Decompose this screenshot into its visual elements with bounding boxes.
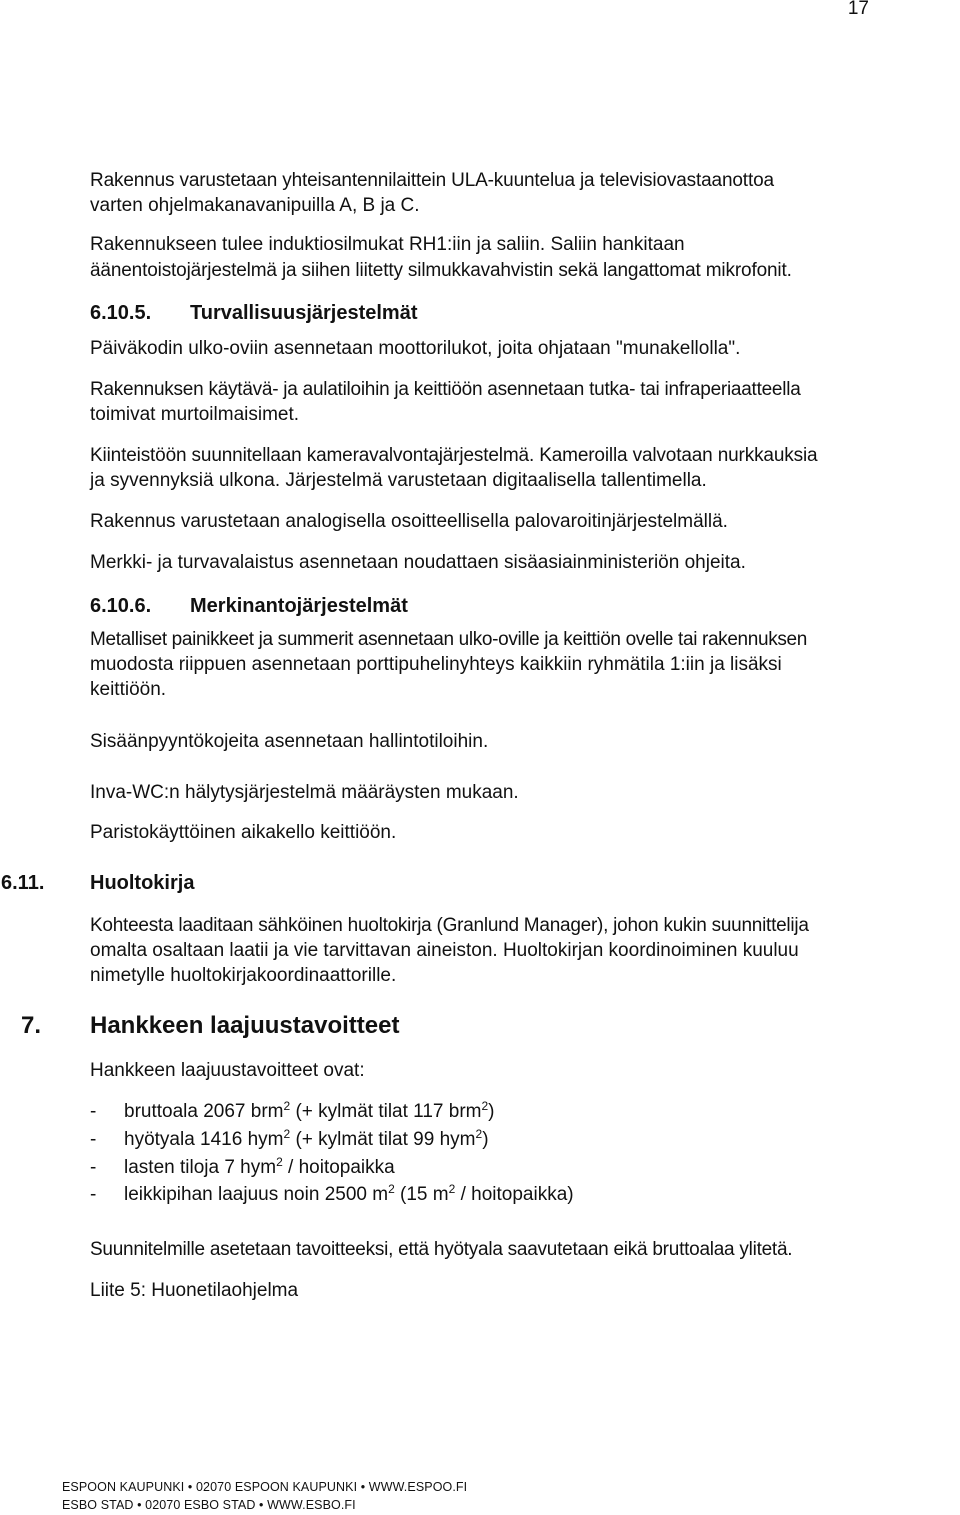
list-item (0, 1182, 960, 1207)
list-bullet: - (90, 1129, 97, 1150)
paragraph-security-1: Päiväkodin ulko-oviin asennetaan moottorilukot, joita ohjataan "munakellolla". (90, 338, 741, 359)
paragraph-security-2-line-1: Rakennuksen käytävä- ja aulatiloihin ja keittiöön asennetaan tutka- tai infraperiaatteella (90, 379, 801, 400)
appendix-reference: Liite 5: Huonetilaohjelma (90, 1280, 299, 1301)
paragraph-signal-1-line-3: keittiöön. (90, 679, 167, 700)
paragraph-signal-4: Paristokäyttöinen aikakello keittiöön. (90, 822, 397, 843)
list-item-text: hyötyala 1416 hym$^2$ (+ kylmät tilat 99 hym$^2$) (124, 1127, 489, 1150)
paragraph-security-3-line-1: Kiinteistöön suunnitellaan kameravalvontajärjestelmä. Kameroilla valvotaan nurkkauksia (90, 445, 818, 466)
list-item-text: bruttoala 2067 brm$^2$ (+ kylmät tilat 117 brm$^2$) (124, 1099, 495, 1122)
list-item (0, 1155, 960, 1180)
heading-6-10-5-title: Turvallisuusjärjestelmät (190, 302, 418, 324)
paragraph-service-line-1: Kohteesta laaditaan sähköinen huoltokirja (Granlund Manager), johon kukin suunnittelija (90, 915, 809, 936)
paragraph-signal-2: Sisäänpyyntökojeita asennetaan hallintotiloihin. (90, 731, 489, 752)
paragraph-security-4: Rakennus varustetaan analogisella osoitteellisella palovaroitinjärjestelmällä. (90, 511, 728, 532)
paragraph-antenna-line-1: Rakennus varustetaan yhteisantennilaittein ULA-kuuntelua ja televisiovastaanottoa (90, 170, 774, 191)
paragraph-antenna-line-2: varten ohjelmakanavanipuilla A, B ja C. (90, 195, 420, 216)
paragraph-security-5: Merkki- ja turvavalaistus asennetaan noudattaen sisäasiainministeriön ohjeita. (90, 552, 746, 573)
heading-6-10-6-title: Merkinantojärjestelmät (190, 595, 408, 617)
list-bullet: - (90, 1101, 97, 1122)
heading-7-number: 7. (21, 1012, 42, 1039)
footer-line-2: ESBO STAD • 02070 ESBO STAD • WWW.ESBO.FI (62, 1498, 356, 1512)
list-item-text: leikkipihan laajuus noin 2500 $m^2$ (15 $m^2$ / hoitopaikka) (124, 1182, 574, 1205)
list-bullet: - (90, 1184, 97, 1205)
paragraph-signal-3: Inva-WC:n hälytysjärjestelmä määräysten mukaan. (90, 782, 519, 803)
page-number: 17 (847, 0, 869, 19)
list-item (0, 1127, 960, 1152)
heading-6-11-title: Huoltokirja (90, 872, 195, 894)
heading-6-11-number: 6.11. (1, 872, 45, 894)
heading-7-title: Hankkeen laajuustavoitteet (90, 1012, 400, 1039)
goals-intro: Hankkeen laajuustavoitteet ovat: (90, 1060, 365, 1081)
paragraph-signal-1-line-2: muodosta riippuen asennetaan porttipuhelinyhteys kaikkiin ryhmätila 1:iin ja lisäksi (90, 654, 782, 675)
list-item (0, 1099, 960, 1124)
paragraph-security-3-line-2: ja syvennyksiä ulkona. Järjestelmä varustetaan digitaalisella tallentimella. (90, 470, 707, 491)
list-item-text: lasten tiloja 7 hym$^2$ / hoitopaikka (124, 1155, 395, 1178)
footer-line-1: ESPOON KAUPUNKI • 02070 ESPOON KAUPUNKI • WWW.ESPOO.FI (62, 1480, 468, 1494)
paragraph-service-line-3: nimetylle huoltokirjakoordinaattorille. (90, 965, 397, 986)
paragraph-signal-1-line-1: Metalliset painikkeet ja summerit asennetaan ulko-oville ja keittiön ovelle tai rakennuksen (90, 629, 807, 650)
heading-6-10-6-number: 6.10.6. (90, 595, 152, 617)
paragraph-security-2-line-2: toimivat murtoilmaisimet. (90, 404, 300, 425)
paragraph-induction-line-1: Rakennukseen tulee induktiosilmukat RH1:iin ja saliin. Saliin hankitaan (90, 234, 685, 255)
goals-summary: Suunnitelmille asetetaan tavoitteeksi, että hyötyala saavutetaan eikä bruttoalaa ylitetä. (90, 1239, 793, 1260)
list-bullet: - (90, 1157, 97, 1178)
paragraph-induction-line-2: äänentoistojärjestelmä ja siihen liitetty silmukkavahvistin sekä langattomat mikrofonit. (90, 260, 792, 281)
paragraph-service-line-2: omalta osaltaan laatii ja vie tarvittavan aineiston. Huoltokirjan koordinoiminen kuuluu (90, 940, 799, 961)
heading-6-10-5-number: 6.10.5. (90, 302, 152, 324)
